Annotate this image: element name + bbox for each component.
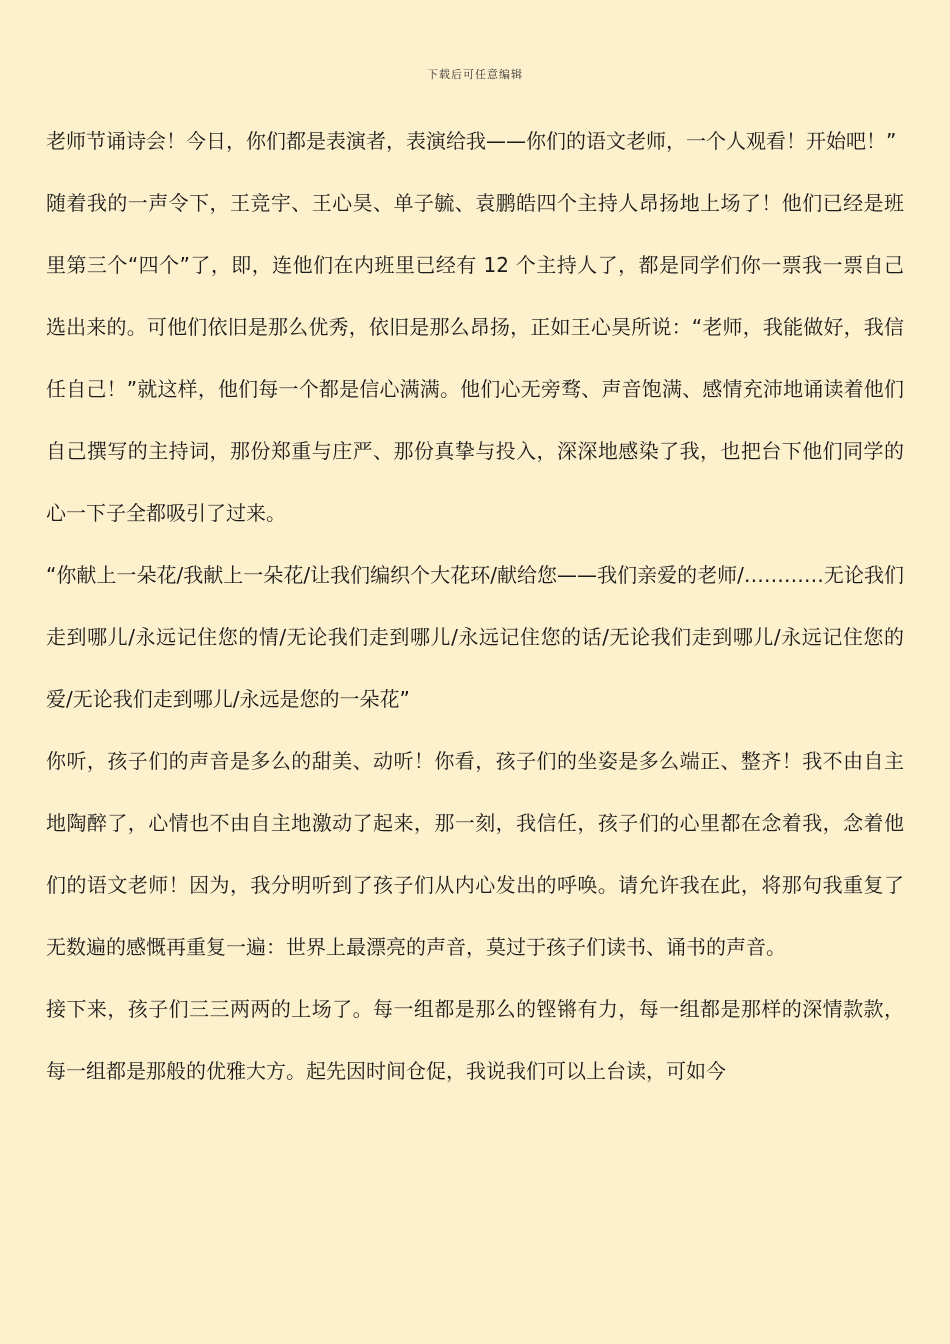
paragraph: 接下来，孩子们三三两两的上场了。每一组都是那么的铿锵有力，每一组都是那样的深情款款，每一组都是那般的优雅大方。起先因时间仓促，我说我们可以上台读，可如今 [46,997,904,1083]
paragraph: 你听，孩子们的声音是多么的甜美、动听！你看，孩子们的坐姿是多么端正、整齐！我不由自主地陶醉了，心情也不由自主地激动了起来，那一刻，我信任，孩子们的心里都在念着我，念着他们的语文老师！因为，我分明听到了孩子们从内心发出的呼唤。请允许我在此，将那句我重复了无数遍的感慨再重复一遍：世界上最漂亮的声音，莫过于孩子们读书、诵书的声音。 [46,749,904,959]
page-header: 下载后可任意编辑 [427,68,523,81]
paragraph: 老师节诵诗会！今日，你们都是表演者，表演给我——你们的语文老师，一个人观看！开始吧！” [46,129,897,153]
document-body [46,110,904,1102]
paragraph: 随着我的一声令下，王竞宇、王心昊、单子毓、袁鹏皓四个主持人昂扬地上场了！他们已经是班里第三个“四个”了，即，连他们在内班里已经有 12 个主持人了，都是同学们你一票我一票自己选出来的。可他们依旧是那么优秀，依旧是那么昂扬，正如王心昊所说：“老师，我能做好，我信任自己！”就这样，他们每一个都是信心满满。他们心无旁骛、声音饱满、感情充沛地诵读着他们自己撰写的主持词，那份郑重与庄严、那份真挚与投入，深深地感染了我，也把台下他们同学的心一下子全都吸引了过来。 [46,191,904,525]
paragraph: “你献上一朵花/我献上一朵花/让我们编织个大花环/献给您——我们亲爱的老师/…………无论我们走到哪儿/永远记住您的情/无论我们走到哪儿/永远记住您的话/无论我们走到哪儿/永远记住您的爱/无论我们走到哪儿/永远是您的一朵花” [46,563,904,711]
